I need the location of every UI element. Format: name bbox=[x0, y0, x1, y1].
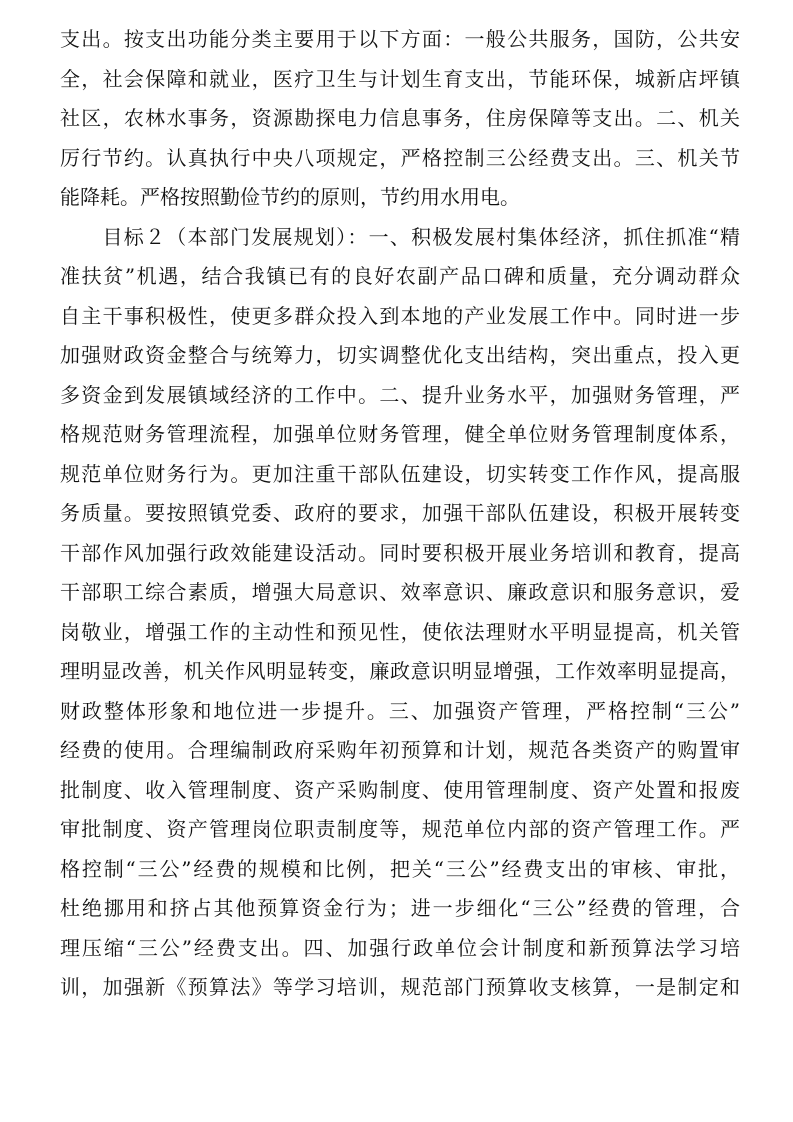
text-line: 务质量。要按照镇党委、政府的要求，加强干部队伍建设，积极开展转变 bbox=[60, 501, 740, 525]
text-line: 训，加强新《预算法》等学习培训，规范部门预算收支核算，一是制定和 bbox=[60, 975, 740, 999]
text-line: 理明显改善，机关作风明显转变，廉政意识明显增强，工作效率明显提高， bbox=[60, 659, 740, 683]
text-line: 干部职工综合素质，增强大局意识、效率意识、廉政意识和服务意识，爱 bbox=[60, 580, 740, 604]
text-line: 理压缩“三公”经费支出。四、加强行政单位会计制度和新预算法学习培 bbox=[60, 935, 740, 960]
text-line: 批制度、收入管理制度、资产采购制度、使用管理制度、资产处置和报废 bbox=[60, 777, 740, 802]
paragraph-2 bbox=[60, 218, 740, 1008]
text-line: 加强财政资金整合与统筹力，切实调整优化支出结构，突出重点，投入更 bbox=[60, 343, 740, 367]
text-line: 杜绝挪用和挤占其他预算资金行为；进一步细化“三公”经费的管理，合 bbox=[60, 896, 740, 920]
text-line: 格规范财务管理流程，加强单位财务管理，健全单位财务管理制度体系， bbox=[60, 422, 740, 446]
text-line: 审批制度、资产管理岗位职责制度等，规范单位内部的资产管理工作。严 bbox=[60, 817, 740, 841]
text-line: 规范单位财务行为。更加注重干部队伍建设，切实转变工作作风，提高服 bbox=[60, 461, 740, 486]
text-line: 能降耗。严格按照勤俭节约的原则，节约用水用电。 bbox=[60, 185, 520, 209]
paragraph-1 bbox=[60, 20, 740, 218]
text-line: 全，社会保障和就业，医疗卫生与计划生育支出，节能环保，城新店坪镇 bbox=[60, 66, 740, 91]
text-line: 格控制“三公”经费的规模和比例，把关“三公”经费支出的审核、审批， bbox=[60, 856, 740, 881]
text-line: 经费的使用。合理编制政府采购年初预算和计划，规范各类资产的购置审 bbox=[60, 738, 740, 762]
text-line: 财政整体形象和地位进一步提升。三、加强资产管理，严格控制“三公” bbox=[60, 698, 740, 723]
body-text bbox=[60, 20, 740, 1008]
text-line: 目标２（本部门发展规划）：一、积极发展村集体经济，抓住抓准“精 bbox=[60, 224, 740, 249]
text-line: 干部作风加强行政效能建设活动。同时要积极开展业务培训和教育，提高 bbox=[60, 540, 740, 565]
text-line: 社区，农林水事务，资源勘探电力信息事务，住房保障等支出。二、机关 bbox=[60, 106, 740, 130]
text-line: 岗敬业，增强工作的主动性和预见性，使依法理财水平明显提高，机关管 bbox=[60, 619, 740, 644]
text-line: 多资金到发展镇域经济的工作中。二、提升业务水平，加强财务管理，严 bbox=[60, 382, 740, 407]
text-line: 支出。按支出功能分类主要用于以下方面：一般公共服务，国防，公共安 bbox=[60, 27, 740, 51]
text-line: 厉行节约。认真执行中央八项规定，严格控制三公经费支出。三、机关节 bbox=[60, 145, 740, 170]
text-line: 自主干事积极性，使更多群众投入到本地的产业发展工作中。同时进一步 bbox=[60, 303, 740, 328]
text-line: 准扶贫”机遇，结合我镇已有的良好农副产品口碑和质量，充分调动群众 bbox=[60, 264, 740, 288]
